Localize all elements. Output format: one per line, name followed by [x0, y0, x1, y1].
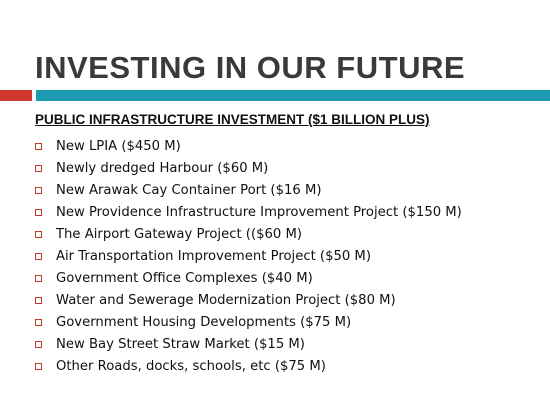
- list-item-label: Government Office Complexes ($40 M): [56, 270, 313, 286]
- list-item: [35, 223, 462, 245]
- list-item-label: Newly dredged Harbour ($60 M): [56, 160, 269, 176]
- list-item: [35, 157, 462, 179]
- list-item-label: Government Housing Developments ($75 M): [56, 314, 352, 330]
- square-bullet-icon: [35, 253, 42, 260]
- list-item-label: New Providence Infrastructure Improvement Project ($150 M): [56, 204, 462, 220]
- square-bullet-icon: [35, 297, 42, 304]
- list-item-label: Water and Sewerage Modernization Project ($80 M): [56, 292, 396, 308]
- list-item-label: The Airport Gateway Project (($60 M): [56, 226, 302, 242]
- list-item-label: New Arawak Cay Container Port ($16 M): [56, 182, 322, 198]
- list-item: [35, 355, 462, 377]
- list-item-label: Air Transportation Improvement Project ($50 M): [56, 248, 371, 264]
- square-bullet-icon: [35, 363, 42, 370]
- slide-subtitle: PUBLIC INFRASTRUCTURE INVESTMENT ($1 BILLION PLUS): [35, 112, 430, 127]
- slide-title: INVESTING IN OUR FUTURE: [35, 50, 466, 85]
- list-item: [35, 333, 462, 355]
- square-bullet-icon: [35, 319, 42, 326]
- square-bullet-icon: [35, 341, 42, 348]
- list-item-label: Other Roads, docks, schools, etc ($75 M): [56, 358, 326, 374]
- accent-bar-teal: [36, 90, 550, 101]
- square-bullet-icon: [35, 165, 42, 172]
- accent-bar-red: [0, 90, 32, 101]
- list-item-label: New Bay Street Straw Market ($15 M): [56, 336, 305, 352]
- list-item: [35, 311, 462, 333]
- list-item: [35, 201, 462, 223]
- list-item: [35, 135, 462, 157]
- square-bullet-icon: [35, 275, 42, 282]
- square-bullet-icon: [35, 143, 42, 150]
- list-item: [35, 245, 462, 267]
- list-item: [35, 289, 462, 311]
- square-bullet-icon: [35, 187, 42, 194]
- square-bullet-icon: [35, 209, 42, 216]
- investment-list: [35, 135, 462, 377]
- square-bullet-icon: [35, 231, 42, 238]
- list-item: [35, 267, 462, 289]
- list-item: [35, 179, 462, 201]
- list-item-label: New LPIA ($450 M): [56, 138, 181, 154]
